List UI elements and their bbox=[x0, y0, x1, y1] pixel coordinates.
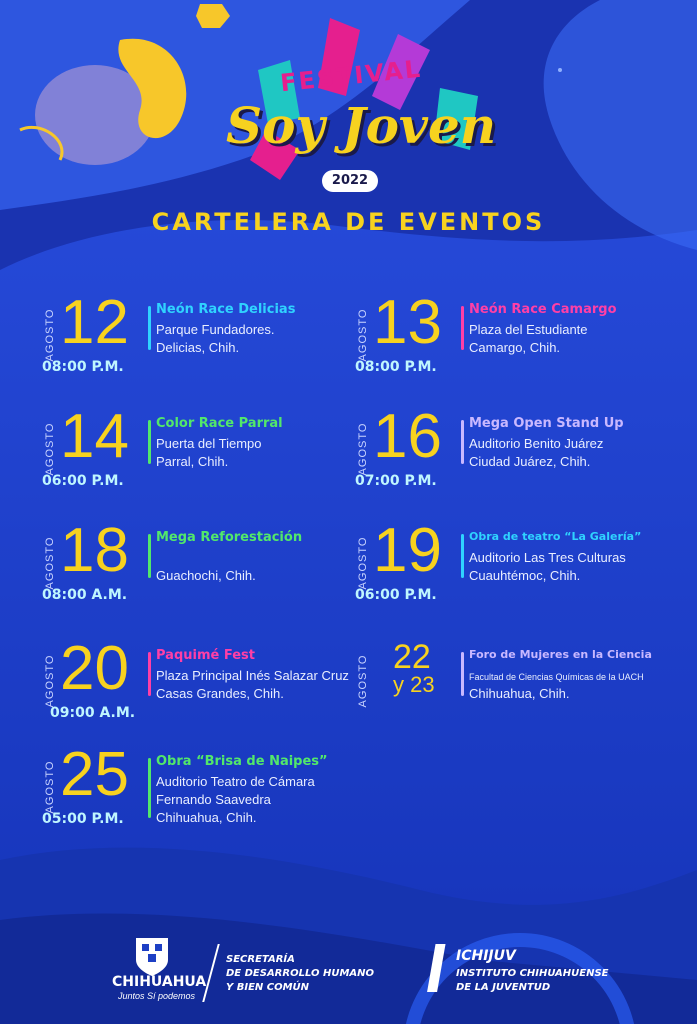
event-card bbox=[42, 402, 372, 504]
event-card bbox=[355, 288, 685, 390]
event-day: 12 bbox=[60, 288, 129, 357]
event-month: AGOSTO bbox=[44, 760, 56, 814]
event-month: AGOSTO bbox=[357, 654, 369, 708]
event-title: Neón Race Camargo bbox=[469, 302, 617, 317]
gobierno-slogan: Juntos Sí podemos bbox=[118, 991, 196, 1001]
event-venue: Plaza Principal Inés Salazar Cruz bbox=[156, 668, 349, 683]
event-card bbox=[42, 516, 372, 618]
event-city: Cuauhtémoc, Chih. bbox=[469, 568, 581, 583]
ichijuv-title: ICHIJUV bbox=[456, 948, 516, 964]
event-accent-bar bbox=[148, 758, 151, 818]
event-title: Color Race Parral bbox=[156, 416, 283, 431]
event-card bbox=[355, 402, 685, 504]
event-day: 16 bbox=[373, 402, 442, 471]
event-time: 09:00 A.M. bbox=[50, 705, 136, 721]
soy-joven-logo: Soy Joven bbox=[226, 96, 497, 155]
event-time: 06:00 P.M. bbox=[42, 473, 124, 489]
event-venue: Facultad de Ciencias Químicas de la UACH bbox=[469, 672, 644, 682]
event-accent-bar bbox=[461, 306, 464, 350]
event-time: 08:00 P.M. bbox=[42, 359, 124, 375]
event-city: Chihuahua, Chih. bbox=[156, 810, 257, 825]
event-time: 05:00 P.M. bbox=[42, 811, 124, 827]
event-city: Chihuahua, Chih. bbox=[469, 686, 570, 701]
coat-of-arms-icon bbox=[136, 938, 168, 976]
secretaria-line1: SECRETARÍA bbox=[226, 954, 295, 965]
event-card bbox=[355, 638, 685, 736]
ichijuv-line2: INSTITUTO CHIHUAHUENSE bbox=[456, 968, 609, 979]
event-card bbox=[42, 740, 372, 852]
event-city: Delicias, Chih. bbox=[156, 340, 240, 355]
event-time: 07:00 P.M. bbox=[355, 473, 437, 489]
event-accent-bar bbox=[148, 420, 151, 464]
event-day-range: y 23 bbox=[393, 672, 435, 697]
event-title: Neón Race Delicias bbox=[156, 302, 296, 317]
event-venue-line2: Fernando Saavedra bbox=[156, 792, 271, 807]
event-month: AGOSTO bbox=[44, 308, 56, 362]
event-title: Obra de teatro “La Galería” bbox=[469, 530, 642, 543]
event-day: 14 bbox=[60, 402, 129, 471]
year-badge: 2022 bbox=[322, 170, 378, 192]
secretaria-line3: Y BIEN COMÚN bbox=[226, 982, 310, 993]
event-title: Paquimé Fest bbox=[156, 648, 255, 663]
event-month: AGOSTO bbox=[44, 422, 56, 476]
event-city: Guachochi, Chih. bbox=[156, 568, 256, 583]
event-accent-bar bbox=[461, 652, 464, 696]
event-month: AGOSTO bbox=[357, 422, 369, 476]
event-accent-bar bbox=[461, 420, 464, 464]
event-title: Mega Reforestación bbox=[156, 530, 303, 545]
event-month: AGOSTO bbox=[44, 536, 56, 590]
event-venue: Plaza del Estudiante bbox=[469, 322, 588, 337]
festival-word: FESTIVAL bbox=[278, 54, 424, 98]
page-title: CARTELERA DE EVENTOS bbox=[151, 208, 546, 236]
event-day: 13 bbox=[373, 288, 442, 357]
event-month: AGOSTO bbox=[357, 536, 369, 590]
event-venue: Auditorio Benito Juárez bbox=[469, 436, 604, 451]
event-title: Foro de Mujeres en la Ciencia bbox=[469, 648, 652, 661]
secretaria-line2: DE DESARROLLO HUMANO bbox=[226, 968, 375, 979]
event-city: Parral, Chih. bbox=[156, 454, 229, 469]
event-accent-bar bbox=[148, 652, 151, 696]
event-card bbox=[355, 516, 685, 618]
event-title: Obra “Brisa de Naipes” bbox=[156, 754, 328, 769]
event-time: 06:00 P.M. bbox=[355, 587, 437, 603]
event-title: Mega Open Stand Up bbox=[469, 416, 624, 431]
event-day: 20 bbox=[60, 634, 129, 703]
event-accent-bar bbox=[148, 306, 151, 350]
event-day: 22 bbox=[393, 638, 431, 676]
event-month: AGOSTO bbox=[357, 308, 369, 362]
event-accent-bar bbox=[148, 534, 151, 578]
event-day: 18 bbox=[60, 516, 129, 585]
event-city: Camargo, Chih. bbox=[469, 340, 561, 355]
event-venue: Puerta del Tiempo bbox=[156, 436, 262, 451]
ichijuv-line3: DE LA JUVENTUD bbox=[456, 982, 551, 993]
event-time: 08:00 A.M. bbox=[42, 587, 128, 603]
event-day: 25 bbox=[60, 740, 129, 809]
event-card bbox=[42, 634, 372, 736]
event-venue: Auditorio Teatro de Cámara bbox=[156, 774, 315, 789]
event-accent-bar bbox=[461, 534, 464, 578]
event-city: Casas Grandes, Chih. bbox=[156, 686, 284, 701]
event-city: Ciudad Juárez, Chih. bbox=[469, 454, 591, 469]
event-time: 08:00 P.M. bbox=[355, 359, 437, 375]
gobierno-chihuahua-logo: CHIHUAHUA bbox=[112, 974, 207, 990]
event-day: 19 bbox=[373, 516, 442, 585]
event-venue: Auditorio Las Tres Culturas bbox=[469, 550, 626, 565]
header bbox=[0, 0, 697, 260]
event-month: AGOSTO bbox=[44, 654, 56, 708]
footer bbox=[0, 930, 697, 1024]
event-venue: Parque Fundadores. bbox=[156, 322, 275, 337]
event-card bbox=[42, 288, 372, 390]
